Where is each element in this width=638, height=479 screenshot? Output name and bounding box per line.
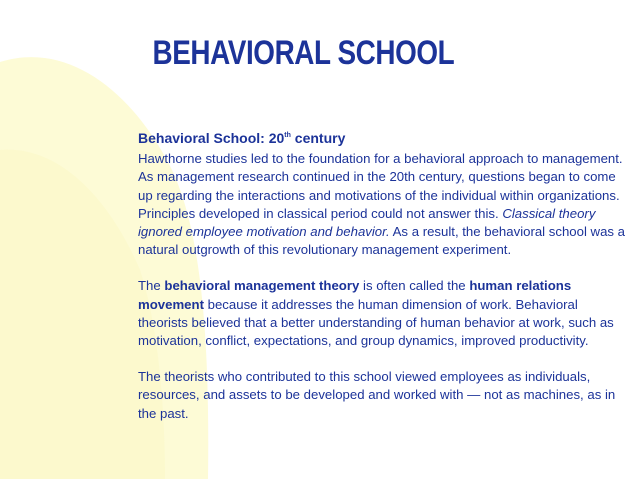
slide-title: BEHAVIORAL SCHOOL [152, 34, 455, 72]
paragraph-theorists: The theorists who contributed to this school viewed employees as individuals, resources, and assets to be developed and worked with — not as machines, as in the past. [138, 369, 616, 421]
slide-body [138, 127, 628, 441]
subheading: Behavioral School: 20th century [138, 130, 346, 146]
paragraph-theory: The behavioral management theory is often called the human relations movement because it addresses the human dimension of work. Behavioral theorists believed that a better understanding of human behavior at work, such as motivation, conflict, expectations, and group dynamics, improved productivity. [138, 278, 614, 349]
paragraph-hawthorne: Hawthorne studies led to the foundation for a behavioral approach to management. As management research continued in the 20th century, questions began to come up regarding the interactions and motivations of the individual within organizations. Principles developed in classical period could not answer this. Classical theory ignored employee motivation and behavior. As a result, the behavioral school was a natural outgrowth of this revolutionary management experiment. [138, 151, 626, 258]
